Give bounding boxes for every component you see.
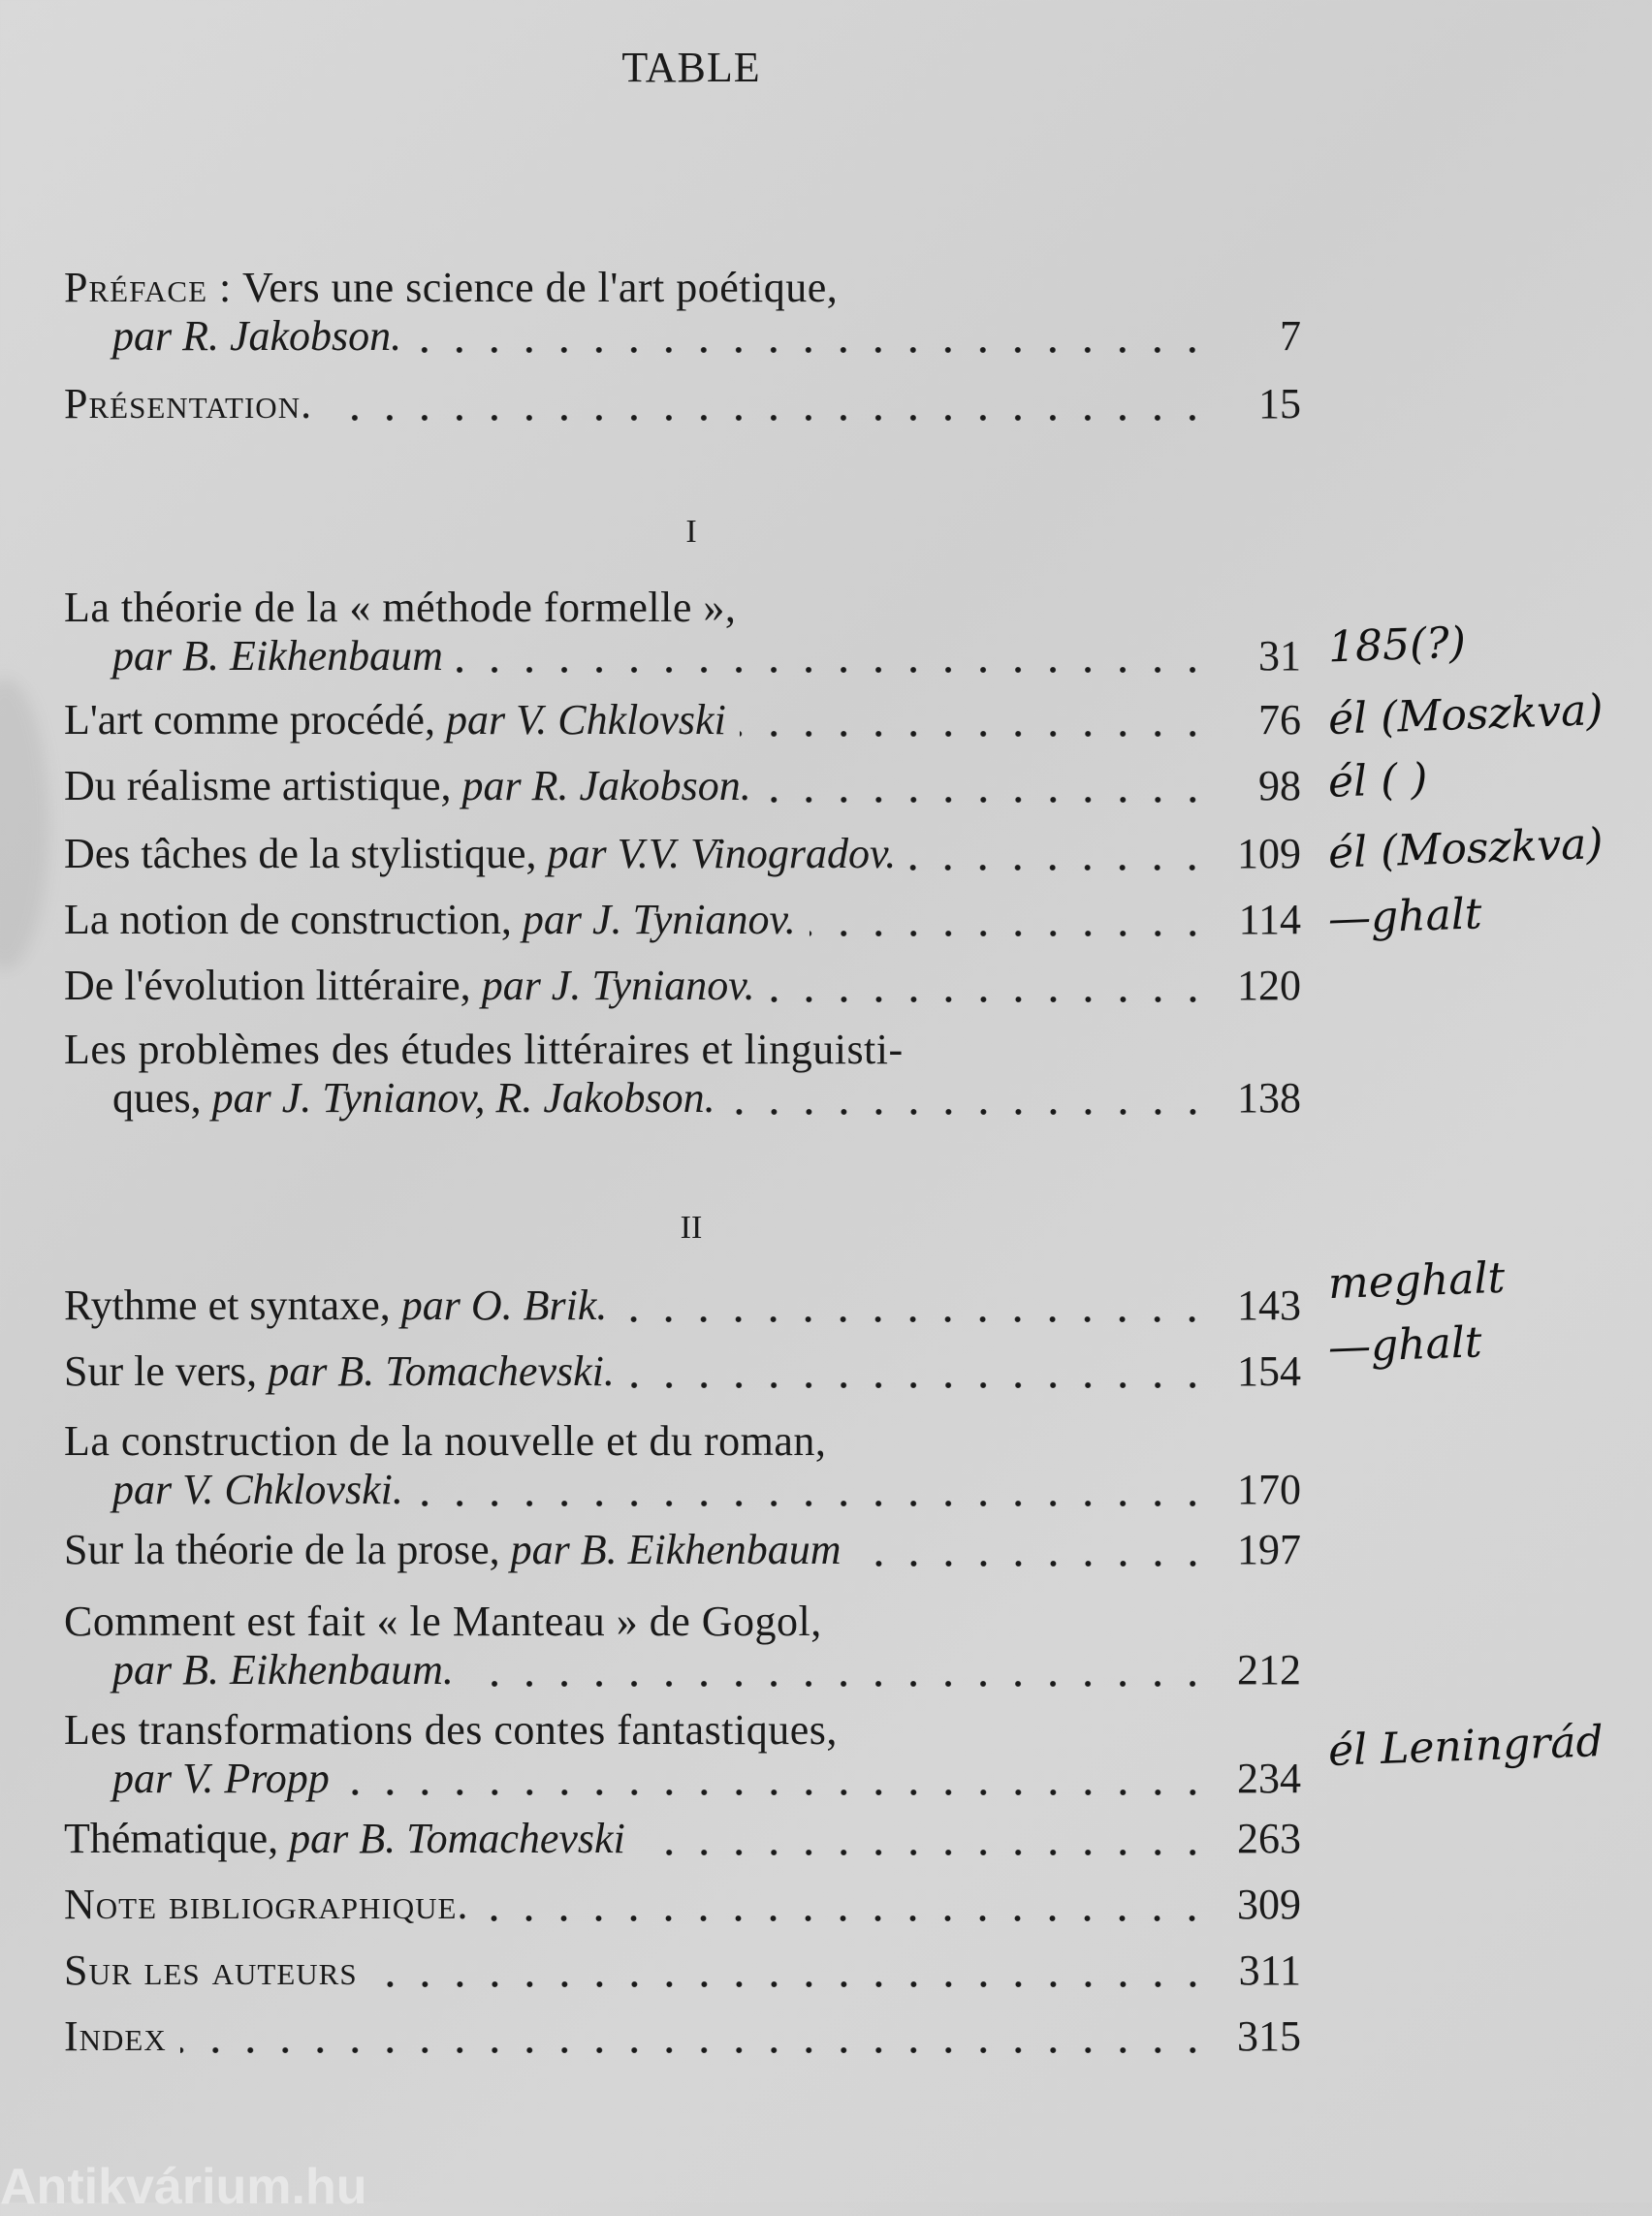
toc-entry — [64, 1598, 1301, 1694]
entry-author: par V. Chklovski — [445, 696, 726, 744]
entry-author: par O. Brik. — [400, 1282, 608, 1329]
page-number: 311 — [1238, 1947, 1301, 1994]
page-title: TABLE — [621, 44, 761, 91]
entry-title: Comment est fait « le Manteau » de Gogol, — [64, 1598, 822, 1645]
dot-leader — [343, 1789, 1210, 1795]
toc-entry-back — [64, 2012, 1301, 2061]
entry-author: par B. Tomachevski — [289, 1815, 625, 1862]
dot-leader — [769, 997, 1210, 1002]
dot-leader — [417, 1501, 1210, 1506]
entry-label: Présentation. — [64, 380, 313, 427]
page-number: 120 — [1237, 962, 1301, 1009]
toc-entry-presentation — [64, 380, 1301, 428]
dot-leader — [467, 1681, 1210, 1687]
dot-leader — [371, 1981, 1210, 1987]
page-number: 7 — [1280, 312, 1301, 360]
entry-author: par J. Tynianov. — [481, 962, 755, 1009]
handwritten-note: él ( ) — [1327, 754, 1429, 807]
toc-entry — [64, 1026, 1301, 1123]
handwritten-note: él (Moszkva) — [1327, 685, 1604, 744]
entry-title: Thématique, — [64, 1815, 290, 1862]
entry-author: par B. Eikhenbaum — [510, 1526, 842, 1573]
dot-leader — [729, 1109, 1210, 1115]
entry-title: La notion de construction, — [64, 896, 523, 943]
entry-title: Sur la théorie de la prose, — [64, 1526, 511, 1573]
toc-entry — [64, 1282, 1301, 1330]
section-heading-ii: II — [680, 1210, 703, 1246]
toc-entry — [64, 584, 1301, 681]
dot-leader — [457, 667, 1210, 673]
entry-title: Rythme et syntaxe, — [64, 1282, 401, 1329]
entry-label: Note bibliographique. — [64, 1881, 469, 1928]
entry-title: Les problèmes des études littéraires et linguisti- — [64, 1026, 904, 1073]
toc-entry — [64, 1347, 1301, 1396]
entry-title: Des tâches de la stylistique, — [64, 830, 548, 877]
toc-entry-preface — [64, 264, 1301, 361]
page-number: 143 — [1237, 1282, 1301, 1329]
page-number: 138 — [1237, 1074, 1301, 1122]
toc-entry — [64, 896, 1301, 944]
entry-label: Sur les auteurs — [64, 1947, 358, 1994]
dot-leader — [909, 865, 1210, 871]
handwritten-note: él (Moszkva) — [1327, 819, 1604, 878]
toc-entry — [64, 1526, 1301, 1574]
watermark: Antikvárium.hu — [0, 2159, 367, 2215]
handwritten-note: él Leningrád — [1327, 1717, 1604, 1776]
dot-leader — [180, 2047, 1210, 2053]
entry-author: par J. Tynianov, R. Jakobson. — [211, 1074, 715, 1122]
page-number: 170 — [1237, 1466, 1301, 1513]
entry-title: De l'évolution littéraire, — [64, 962, 482, 1009]
page-number: 15 — [1258, 380, 1301, 427]
page-number: 31 — [1258, 632, 1301, 680]
entry-author: par V. Chklovski. — [112, 1466, 403, 1513]
entry-label: Index — [64, 2012, 167, 2060]
toc-entry — [64, 696, 1301, 744]
entry-title: La construction de la nouvelle et du roman, — [64, 1417, 827, 1465]
entry-author: par J. Tynianov. — [522, 896, 796, 943]
dot-leader — [326, 415, 1210, 421]
page-number: 76 — [1258, 696, 1301, 744]
handwritten-note: —ghalt — [1327, 889, 1483, 944]
section-heading-i: I — [685, 514, 697, 550]
page-number: 263 — [1237, 1815, 1301, 1862]
dot-leader — [415, 347, 1210, 353]
toc-entry — [64, 1706, 1301, 1803]
entry-title: Les transformations des contes fantastiques, — [64, 1706, 838, 1754]
dot-leader — [810, 931, 1210, 936]
page-number: 197 — [1237, 1526, 1301, 1573]
entry-author: par V. Propp — [112, 1755, 330, 1802]
entry-title: Du réalisme artistique, — [64, 762, 462, 809]
page-number: 309 — [1237, 1881, 1301, 1928]
page-number: 98 — [1258, 762, 1301, 809]
page-number: 154 — [1237, 1347, 1301, 1395]
toc-entry — [64, 1417, 1301, 1514]
toc-entry — [64, 830, 1301, 878]
page-number: 109 — [1237, 830, 1301, 877]
entry-title: La théorie de la « méthode formelle », — [64, 584, 737, 631]
handwritten-note: 185(?) — [1327, 617, 1467, 673]
toc-entry — [64, 762, 1301, 810]
fingerprint-smudge — [0, 679, 48, 969]
dot-leader — [639, 1850, 1210, 1855]
entry-author: par B. Eikhenbaum — [112, 632, 443, 680]
entry-title-cont: ques, — [112, 1074, 212, 1122]
handwritten-note: meghalt — [1327, 1252, 1507, 1310]
entry-author: par B. Eikhenbaum. — [112, 1646, 454, 1694]
entry-author: par B. Tomachevski. — [268, 1347, 615, 1395]
toc-entry — [64, 962, 1301, 1010]
dot-leader — [855, 1561, 1210, 1567]
page-number: 114 — [1238, 896, 1301, 943]
toc-entry — [64, 1815, 1301, 1863]
page-number: 234 — [1237, 1755, 1301, 1802]
page-number: 315 — [1237, 2012, 1301, 2060]
dot-leader — [740, 731, 1210, 737]
entry-label: Préface : — [64, 264, 233, 311]
dot-leader — [482, 1915, 1210, 1921]
entry-author: par R. Jakobson. — [112, 312, 402, 360]
handwritten-note: —ghalt — [1327, 1317, 1483, 1373]
dot-leader — [628, 1382, 1210, 1388]
entry-title: L'art comme procédé, — [64, 696, 446, 744]
dot-leader — [765, 797, 1210, 803]
toc-entry-back — [64, 1947, 1301, 1995]
page-number: 212 — [1237, 1646, 1301, 1694]
entry-title: Vers une science de l'art poétique, — [232, 264, 839, 311]
dot-leader — [620, 1316, 1210, 1322]
entry-author: par V.V. Vinogradov. — [547, 830, 897, 877]
toc-entry-back — [64, 1881, 1301, 1929]
entry-title: Sur le vers, — [64, 1347, 269, 1395]
entry-author: par R. Jakobson. — [461, 762, 751, 809]
